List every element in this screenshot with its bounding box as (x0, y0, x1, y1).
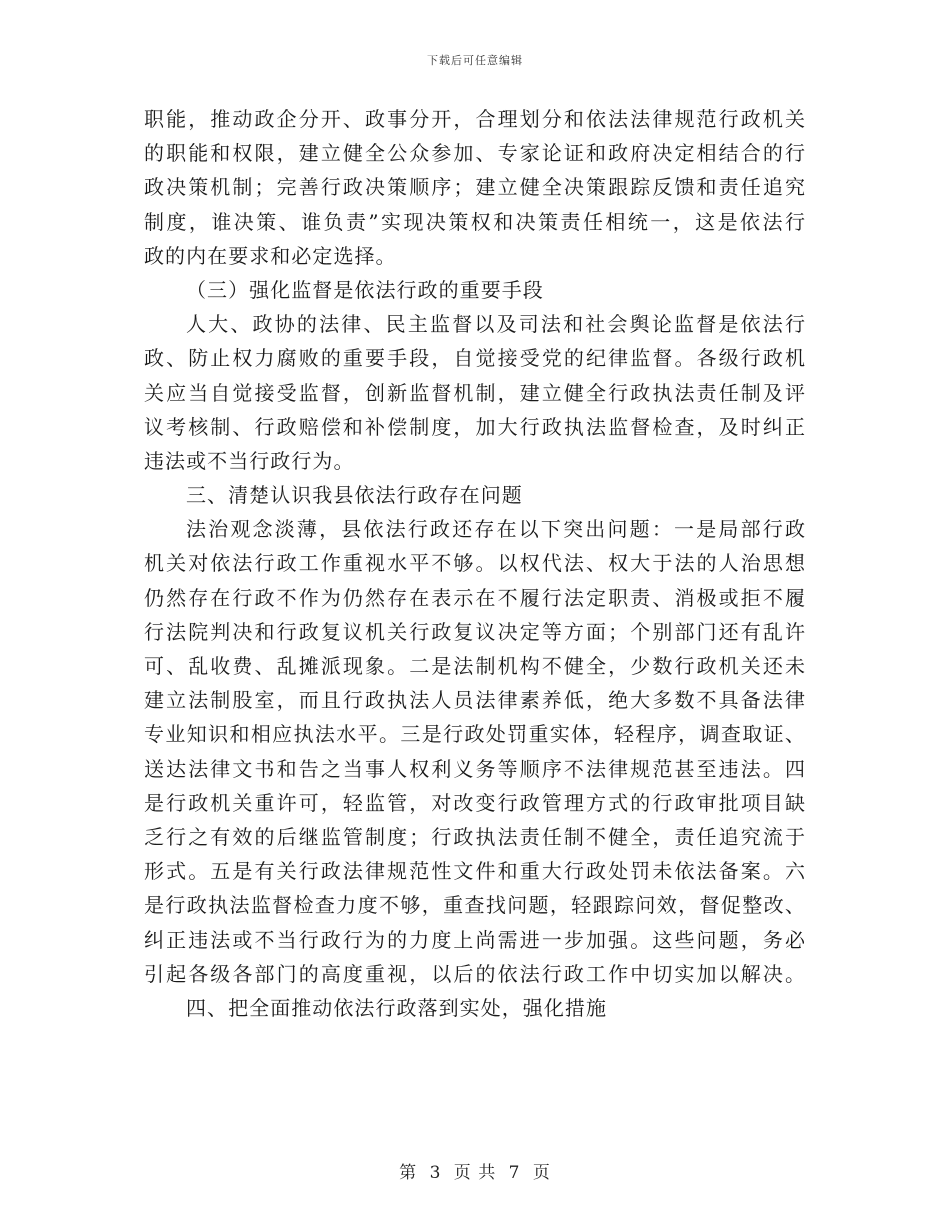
text-line: 机关对依法行政工作重视水平不够。以权代法、权大于法的人治思想 (144, 551, 806, 576)
document-body (144, 102, 806, 1025)
text-line: 的职能和权限，建立健全公众参加、专家论证和政府决定相结合的行 (144, 141, 806, 166)
page-footer (0, 1158, 950, 1183)
text-line: 关应当自觉接受监督，创新监督机制，建立健全行政执法责任制及评 (144, 380, 806, 405)
text-line: 是行政机关重许可，轻监管，对改变行政管理方式的行政审批项目缺 (144, 790, 806, 815)
text-line: 专业知识和相应执法水平。三是行政处罚重实体，轻程序，调查取证、 (144, 722, 806, 747)
text-line: 仍然存在行政不作为仍然存在表示在不履行法定职责、消极或拒不履 (144, 585, 806, 610)
text-line: 行法院判决和行政复议机关行政复议决定等方面；个别部门还有乱许 (144, 619, 806, 644)
text-line: 政的内在要求和必定选择。 (144, 243, 397, 268)
text-line: 法治观念淡薄，县依法行政还存在以下突出问题：一是局部行政 (186, 517, 806, 542)
text-line: 违法或不当行政行为。 (144, 448, 355, 473)
text-line: 制度，谁决策、谁负责”实现决策权和决策责任相统一，这是依法行 (144, 209, 806, 234)
footer-prefix: 第 (399, 1163, 418, 1183)
footer-suffix: 页 (532, 1163, 551, 1183)
text-line: （三）强化监督是依法行政的重要手段 (186, 277, 544, 302)
footer-middle: 页 共 (453, 1163, 497, 1183)
text-line: 送达法律文书和告之当事人权利义务等顺序不法律规范甚至违法。四 (144, 756, 806, 781)
text-line: 政决策机制；完善行政决策顺序；建立健全决策跟踪反馈和责任追究 (144, 175, 806, 200)
text-line: 政、防止权力腐败的重要手段，自觉接受党的纪律监督。各级行政机 (144, 346, 806, 371)
text-line: 职能，推动政企分开、政事分开，合理划分和依法法律规范行政机关 (144, 107, 806, 131)
footer-page-number: 3 (429, 1163, 442, 1183)
text-line: 是行政执法监督检查力度不够，重查找问题，轻跟踪问效，督促整改、 (144, 893, 806, 918)
page-header: 下载后可任意编辑 (427, 54, 523, 67)
footer-total-pages: 7 (508, 1163, 521, 1183)
text-line: 引起各级各部门的高度重视，以后的依法行政工作中切实加以解决。 (144, 961, 806, 986)
text-line: 建立法制股室，而且行政执法人员法律素养低，绝大多数不具备法律 (144, 688, 806, 713)
text-line: 可、乱收费、乱摊派现象。二是法制机构不健全，少数行政机关还未 (144, 654, 806, 678)
text-line: 三、清楚认识我县依法行政存在问题 (186, 483, 523, 508)
text-line: 四、把全面推动依法行政落到实处，强化措施 (186, 995, 607, 1020)
text-line: 形式。五是有关行政法律规范性文件和重大行政处罚未依法备案。六 (144, 859, 806, 884)
text-line: 议考核制、行政赔偿和补偿制度，加大行政执法监督检查，及时纠正 (144, 414, 806, 439)
text-line: 乏行之有效的后继监管制度；行政执法责任制不健全，责任追究流于 (144, 824, 806, 849)
text-line: 纠正违法或不当行政行为的力度上尚需进一步加强。这些问题，务必 (144, 927, 806, 952)
text-line: 人大、政协的法律、民主监督以及司法和社会舆论监督是依法行 (186, 312, 806, 337)
